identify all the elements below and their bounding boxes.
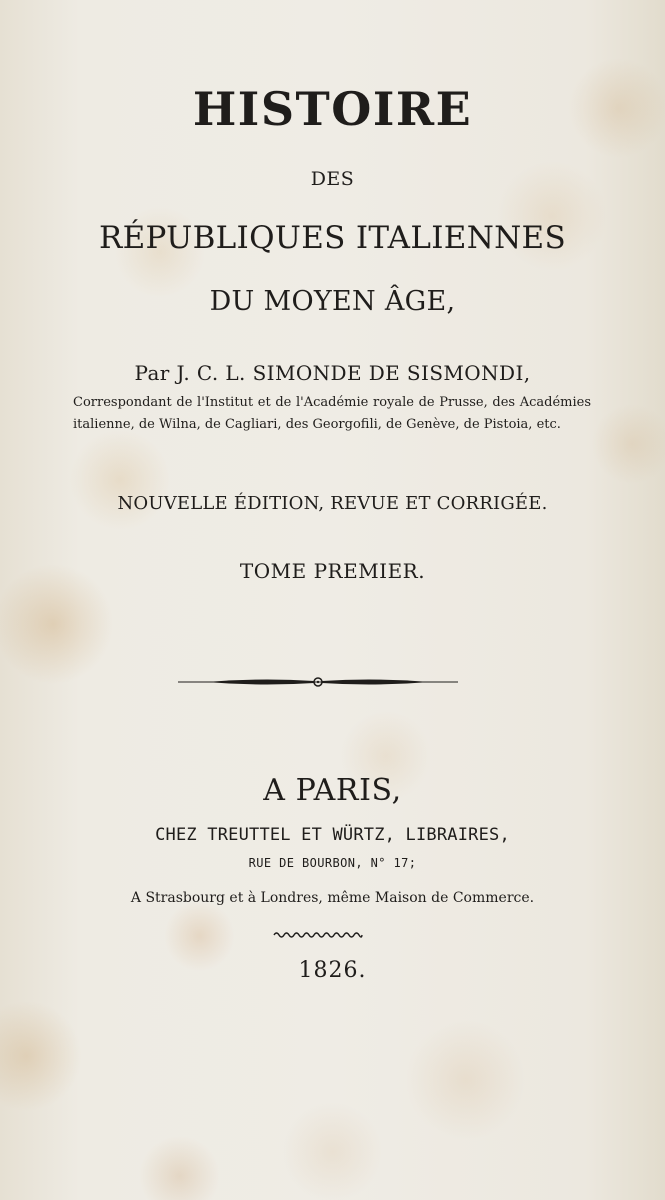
wave-rule [272,930,364,940]
book-title: HISTOIRE [192,82,473,136]
imprint-address: RUE DE BOURBON, N° 17; [248,856,417,870]
title-connector: DES [310,168,355,190]
book-subtitle-line1: RÉPUBLIQUES ITALIENNES [98,220,567,256]
imprint-branches: A Strasbourg et à Londres, même Maison de Commerce. [130,890,535,906]
imprint-publisher: CHEZ TREUTTEL ET WÜRTZ, LIBRAIRES, [155,825,510,845]
imprint-year: 1826. [298,958,367,983]
book-subtitle-line2: DU MOYEN ÂGE, [209,286,456,317]
imprint-place: A PARIS, [263,773,402,808]
edition-statement: NOUVELLE ÉDITION, REVUE ET CORRIGÉE. [117,493,548,514]
volume-statement: TOME PREMIER. [239,559,426,583]
ornamental-rule [176,672,460,692]
author-line: Par J. C. L. SIMONDE DE SISMONDI, [134,361,531,385]
author-credentials: Correspondant de l'Institut et de l'Académie royale de Prusse, des Académies italienne, de Wilna, de Cagliari, des Georgofili, de Genève, de Pistoia, etc. [73,395,591,432]
